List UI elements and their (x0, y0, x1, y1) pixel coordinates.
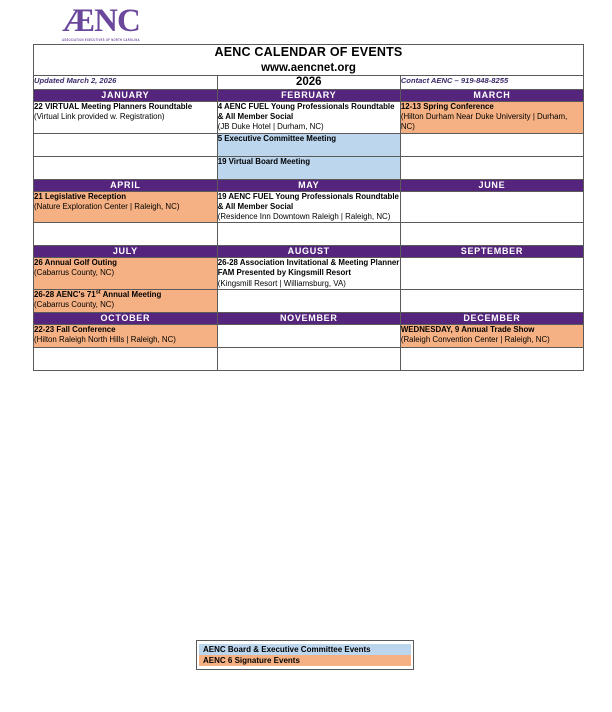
event-cell[interactable] (400, 102, 583, 134)
event-location: (Hilton Raleigh North Hills | Raleigh, NC) (34, 335, 176, 345)
month-header-may: MAY (217, 179, 400, 191)
month-header-april: APRIL (34, 179, 218, 191)
event-cell[interactable] (34, 191, 218, 223)
empty-cell (34, 156, 218, 179)
event-location: (Hilton Durham Near Duke University | Durham, NC) (400, 112, 568, 132)
empty-cell (34, 223, 218, 246)
event-location: (JB Duke Hotel | Durham, NC) (217, 122, 324, 132)
legend-item-orange: AENC 6 Signature Events (199, 655, 411, 666)
empty-cell (217, 324, 400, 347)
event-title: 19 Virtual Board Meeting (217, 156, 311, 166)
event-cell[interactable] (34, 324, 218, 347)
empty-cell (400, 289, 583, 312)
title-row (34, 45, 584, 76)
event-row (34, 289, 584, 312)
event-title: 4 AENC FUEL Young Professionals Roundtable & All Member Social (217, 102, 395, 122)
event-title: 26 Annual Golf Outing (34, 258, 117, 268)
month-header-row (34, 312, 584, 324)
month-header-december: DECEMBER (400, 312, 583, 324)
event-row (34, 324, 584, 347)
event-cell[interactable] (34, 258, 218, 290)
legend-item-blue: AENC Board & Executive Committee Events (199, 644, 411, 655)
empty-cell (400, 223, 583, 246)
meta-row (34, 76, 584, 90)
calendar-body (34, 45, 584, 371)
calendar-title-cell (34, 45, 584, 76)
event-title: 21 Legislative Reception (34, 191, 127, 201)
event-location: (Cabarrus County, NC) (34, 300, 115, 310)
event-location: (Raleigh Convention Center | Raleigh, NC) (400, 335, 550, 345)
month-header-june: JUNE (400, 179, 583, 191)
empty-cell (34, 133, 218, 156)
month-header-row (34, 246, 584, 258)
event-cell[interactable] (217, 191, 400, 223)
month-header-january: JANUARY (34, 90, 218, 102)
empty-cell (217, 289, 400, 312)
event-location: (Cabarrus County, NC) (34, 268, 115, 278)
contact-info: Contact AENC – 919-848-8255 (400, 76, 583, 90)
empty-cell (400, 258, 583, 290)
month-header-february: FEBRUARY (217, 90, 400, 102)
calendar-year: 2026 (217, 76, 400, 90)
event-title: 12-13 Spring Conference (400, 102, 494, 111)
event-cell[interactable] (217, 258, 400, 290)
event-title: WEDNESDAY, 9 Annual Trade Show (400, 324, 535, 334)
event-cell[interactable] (34, 102, 218, 134)
aenc-logo-tagline: ASSOCIATION EXECUTIVES OF NORTH CAROLINA (62, 38, 140, 43)
event-row (34, 102, 584, 134)
month-header-row (34, 179, 584, 191)
empty-cell (400, 133, 583, 156)
event-row (34, 347, 584, 370)
empty-cell (34, 347, 218, 370)
event-title: 5 Executive Committee Meeting (217, 133, 337, 143)
event-title: 26-28 AENC's 71st Annual Meeting (34, 289, 162, 299)
month-header-march: MARCH (400, 90, 583, 102)
event-row (34, 223, 584, 246)
calendar-table (33, 44, 584, 371)
event-row (34, 191, 584, 223)
month-header-september: SEPTEMBER (400, 246, 583, 258)
event-cell[interactable] (217, 102, 400, 134)
empty-cell (217, 223, 400, 246)
month-header-october: OCTOBER (34, 312, 218, 324)
event-location: (Residence Inn Downtown Raleigh | Raleigh, NC) (217, 212, 391, 222)
event-title: 26-28 Association Invitational & Meeting Planner FAM Presented by Kingsmill Resort (217, 258, 400, 278)
empty-cell (400, 191, 583, 223)
event-title: 22 VIRTUAL Meeting Planners Roundtable (34, 102, 193, 111)
updated-date: Updated March 2, 2026 (34, 76, 218, 90)
event-cell[interactable] (400, 324, 583, 347)
empty-cell (217, 347, 400, 370)
event-location: (Kingsmill Resort | Williamsburg, VA) (217, 278, 346, 288)
page-title: AENC CALENDAR OF EVENTS (214, 45, 403, 59)
empty-cell (400, 156, 583, 179)
month-header-august: AUGUST (217, 246, 400, 258)
event-row (34, 133, 584, 156)
aenc-logo (46, 4, 156, 44)
month-header-row (34, 90, 584, 102)
legend-box (196, 640, 414, 670)
event-title: 22-23 Fall Conference (34, 324, 116, 334)
event-title: 19 AENC FUEL Young Professionals Roundtable & All Member Social (217, 191, 399, 211)
aenc-logo-mark: ÆNC (62, 3, 140, 39)
event-cell[interactable] (34, 289, 218, 312)
event-row (34, 258, 584, 290)
event-cell[interactable] (217, 133, 400, 156)
month-header-july: JULY (34, 246, 218, 258)
event-location: (Nature Exploration Center | Raleigh, NC) (34, 201, 180, 211)
month-header-november: NOVEMBER (217, 312, 400, 324)
event-location: (Virtual Link provided w. Registration) (34, 112, 165, 122)
event-cell[interactable] (217, 156, 400, 179)
event-row (34, 156, 584, 179)
website-link[interactable]: www.aencnet.org (261, 62, 356, 74)
empty-cell (400, 347, 583, 370)
